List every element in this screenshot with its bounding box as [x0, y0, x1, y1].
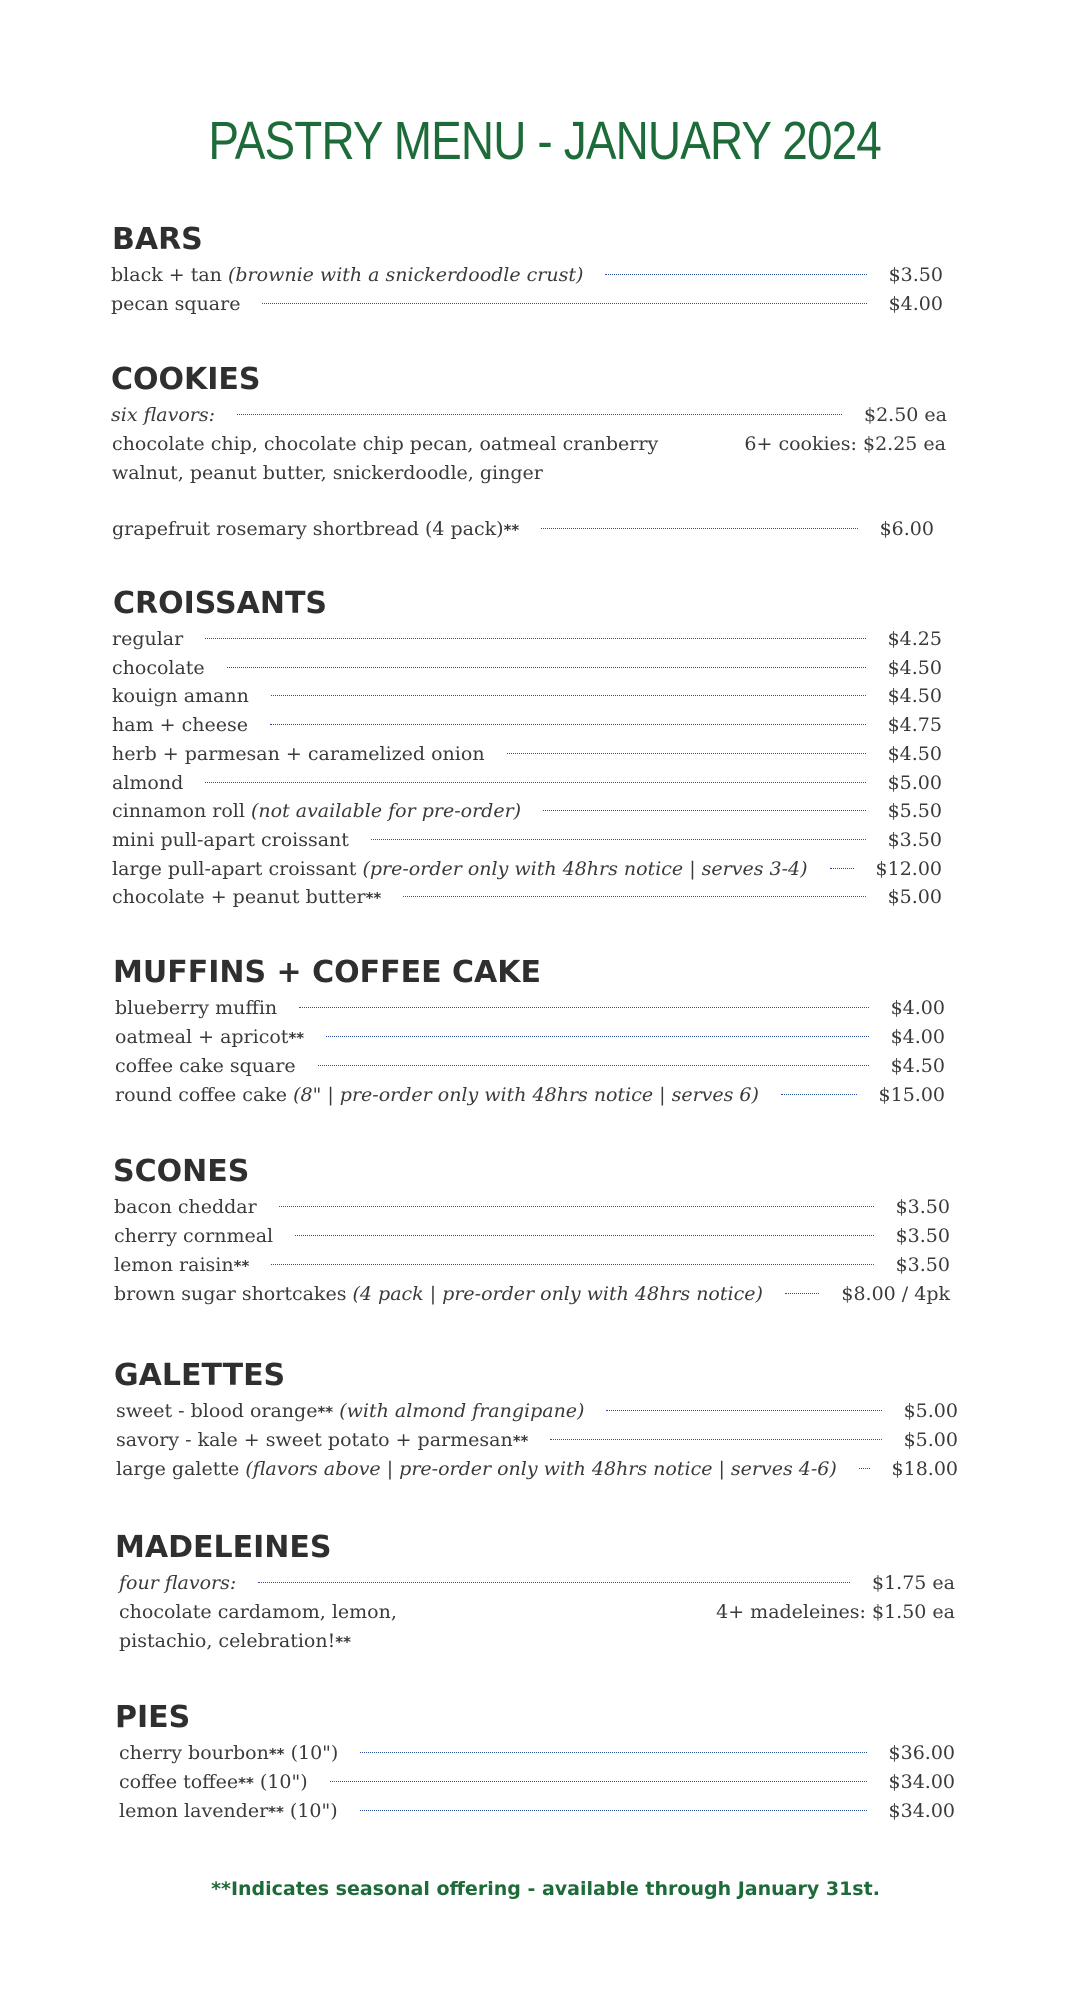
menu-item	[114, 1283, 950, 1305]
section-heading-croissants: CROISSANTS	[113, 586, 328, 621]
item-price: $4.50	[890, 1055, 945, 1077]
item-price: $4.00	[888, 293, 943, 315]
item-name: cherry cornmeal	[114, 1225, 274, 1247]
bulk-price: 4+ madeleines: $1.50 ea	[716, 1601, 955, 1623]
item-name: cinnamon roll (not available for pre-order)	[112, 800, 522, 823]
item-price: $5.00	[903, 1400, 958, 1422]
item-price: $3.50	[895, 1225, 950, 1247]
leader-dots	[205, 638, 865, 639]
menu-item	[112, 714, 942, 736]
menu-item	[112, 829, 942, 851]
leader-dots	[859, 1468, 870, 1469]
item-name: oatmeal + apricot**	[115, 1026, 305, 1048]
leader-dots	[295, 1235, 873, 1236]
item-price: $4.00	[890, 1026, 945, 1048]
menu-item	[112, 858, 942, 880]
item-price: $36.00	[888, 1742, 955, 1764]
section-heading-pies: PIES	[115, 1700, 191, 1735]
bulk-price: 6+ cookies: $2.25 ea	[744, 433, 946, 455]
seasonal-footnote: **Indicates seasonal offering - available through January 31st.	[211, 1878, 880, 1900]
menu-item	[112, 886, 942, 908]
menu-item	[112, 657, 942, 679]
flavor-list: pistachio, celebration!**	[119, 1630, 351, 1652]
item-name: pecan square	[111, 293, 241, 315]
menu-title: PASTRY MENU - JANUARY 2024	[208, 111, 881, 171]
item-price: $3.50	[887, 828, 942, 851]
menu-item	[112, 772, 942, 794]
item-name: black + tan (brownie with a snickerdoodle crust)	[111, 264, 584, 286]
item-price: $4.75	[887, 714, 942, 737]
leader-dots	[371, 839, 866, 840]
section-heading-cookies: COOKIES	[111, 362, 261, 397]
flavor-list: walnut, peanut butter, snickerdoodle, ginger	[112, 462, 543, 484]
menu-item	[115, 1026, 945, 1048]
leader-dots	[237, 414, 842, 415]
leader-dots	[605, 274, 866, 275]
leader-dots	[606, 1410, 881, 1411]
leader-dots	[271, 1264, 873, 1265]
item-name: herb + parmesan + caramelized onion	[112, 742, 485, 765]
item-name: brown sugar shortcakes (4 pack | pre-order only with 48hrs notice)	[114, 1283, 763, 1305]
item-name: large pull-apart croissant (pre-order only with 48hrs notice | serves 3-4)	[112, 857, 808, 880]
menu-item	[112, 743, 942, 765]
item-name: kouign amann	[112, 685, 249, 708]
section-heading-muffins: MUFFINS + COFFEE CAKE	[113, 955, 542, 990]
item-price: $4.50	[887, 656, 942, 679]
item-name: six flavors:	[111, 404, 215, 426]
leader-dots	[205, 782, 865, 783]
leader-dots	[507, 753, 866, 754]
item-price: $3.50	[888, 264, 943, 286]
leader-dots	[330, 1781, 867, 1782]
menu-item	[116, 1429, 958, 1451]
leader-dots	[326, 1036, 868, 1037]
item-price: $1.75 ea	[871, 1572, 955, 1594]
leader-dots	[785, 1293, 819, 1294]
leader-dots	[360, 1810, 867, 1811]
item-price: $3.50	[895, 1196, 950, 1218]
item-name: large galette (flavors above | pre-order only with 48hrs notice | serves 4-6)	[116, 1458, 837, 1480]
item-name: regular	[112, 628, 184, 650]
menu-item	[116, 1458, 958, 1480]
item-price: $12.00	[875, 857, 942, 880]
menu-item	[112, 518, 934, 540]
item-name: sweet - blood orange** (with almond frangipane)	[116, 1400, 585, 1422]
section-heading-bars: BARS	[112, 222, 203, 257]
leader-dots	[258, 1582, 850, 1583]
item-name: chocolate	[112, 656, 205, 679]
menu-item	[114, 1225, 950, 1247]
leader-dots	[360, 1752, 866, 1753]
item-price: $5.00	[903, 1429, 958, 1451]
menu-item	[111, 293, 943, 315]
item-name: almond	[112, 771, 184, 794]
leader-dots	[318, 1065, 869, 1066]
leader-dots	[227, 667, 866, 668]
item-price: $4.25	[887, 628, 942, 650]
item-price: $2.50 ea	[863, 404, 947, 426]
item-price: $5.50	[887, 800, 942, 823]
menu-item	[112, 685, 942, 707]
item-price: $6.00	[879, 518, 934, 540]
item-name: cherry bourbon** (10")	[119, 1742, 339, 1764]
item-name: lemon lavender** (10")	[119, 1800, 338, 1822]
item-price: $18.00	[891, 1458, 958, 1480]
item-name: mini pull-apart croissant	[112, 828, 349, 851]
item-price: $4.50	[887, 742, 942, 765]
leader-dots	[781, 1094, 857, 1095]
item-name: coffee cake square	[115, 1055, 296, 1077]
item-name: chocolate + peanut butter**	[112, 886, 382, 909]
item-price: $5.00	[887, 886, 942, 909]
menu-item	[119, 1771, 955, 1793]
menu-item	[115, 1055, 945, 1077]
item-name: round coffee cake (8" | pre-order only with 48hrs notice | serves 6)	[115, 1084, 759, 1106]
item-price: $4.00	[890, 997, 945, 1019]
leader-dots	[270, 724, 866, 725]
menu-item	[119, 1572, 955, 1594]
item-name: four flavors:	[119, 1572, 237, 1594]
item-price: $8.00 / 4pk	[841, 1283, 950, 1305]
menu-item	[114, 1196, 950, 1218]
leader-dots	[403, 896, 865, 897]
item-price: $34.00	[888, 1800, 955, 1822]
leader-dots	[830, 868, 854, 869]
leader-dots	[541, 528, 857, 529]
menu-item	[115, 1084, 945, 1106]
leader-dots	[271, 695, 866, 696]
menu-item	[112, 628, 942, 650]
menu-item	[119, 1742, 955, 1764]
leader-dots	[279, 1206, 874, 1207]
leader-dots	[550, 1439, 881, 1440]
item-price: $3.50	[895, 1254, 950, 1276]
section-heading-scones: SCONES	[113, 1154, 250, 1189]
item-name: savory - kale + sweet potato + parmesan**	[116, 1429, 529, 1451]
item-price: $5.00	[887, 771, 942, 794]
menu-item	[111, 404, 947, 426]
item-price: $15.00	[878, 1084, 945, 1106]
menu-item	[115, 997, 945, 1019]
item-price: $34.00	[888, 1771, 955, 1793]
menu-item	[116, 1400, 958, 1422]
item-name: lemon raisin**	[114, 1254, 250, 1276]
item-name: grapefruit rosemary shortbread (4 pack)**	[112, 518, 520, 540]
section-heading-galettes: GALETTES	[114, 1358, 286, 1393]
item-name: blueberry muffin	[115, 997, 278, 1019]
menu-item	[114, 1254, 950, 1276]
leader-dots	[299, 1007, 868, 1008]
section-heading-madeleines: MADELEINES	[115, 1530, 332, 1565]
leader-dots	[262, 303, 866, 304]
flavor-list: chocolate chip, chocolate chip pecan, oatmeal cranberry	[112, 433, 659, 455]
item-name: ham + cheese	[112, 714, 248, 737]
leader-dots	[543, 810, 866, 811]
menu-item	[111, 264, 943, 286]
menu-item	[112, 800, 942, 822]
item-name: bacon cheddar	[114, 1196, 257, 1218]
flavor-list: chocolate cardamom, lemon,	[119, 1601, 397, 1623]
item-price: $4.50	[887, 685, 942, 708]
menu-item	[119, 1800, 955, 1822]
item-name: coffee toffee** (10")	[119, 1771, 308, 1793]
